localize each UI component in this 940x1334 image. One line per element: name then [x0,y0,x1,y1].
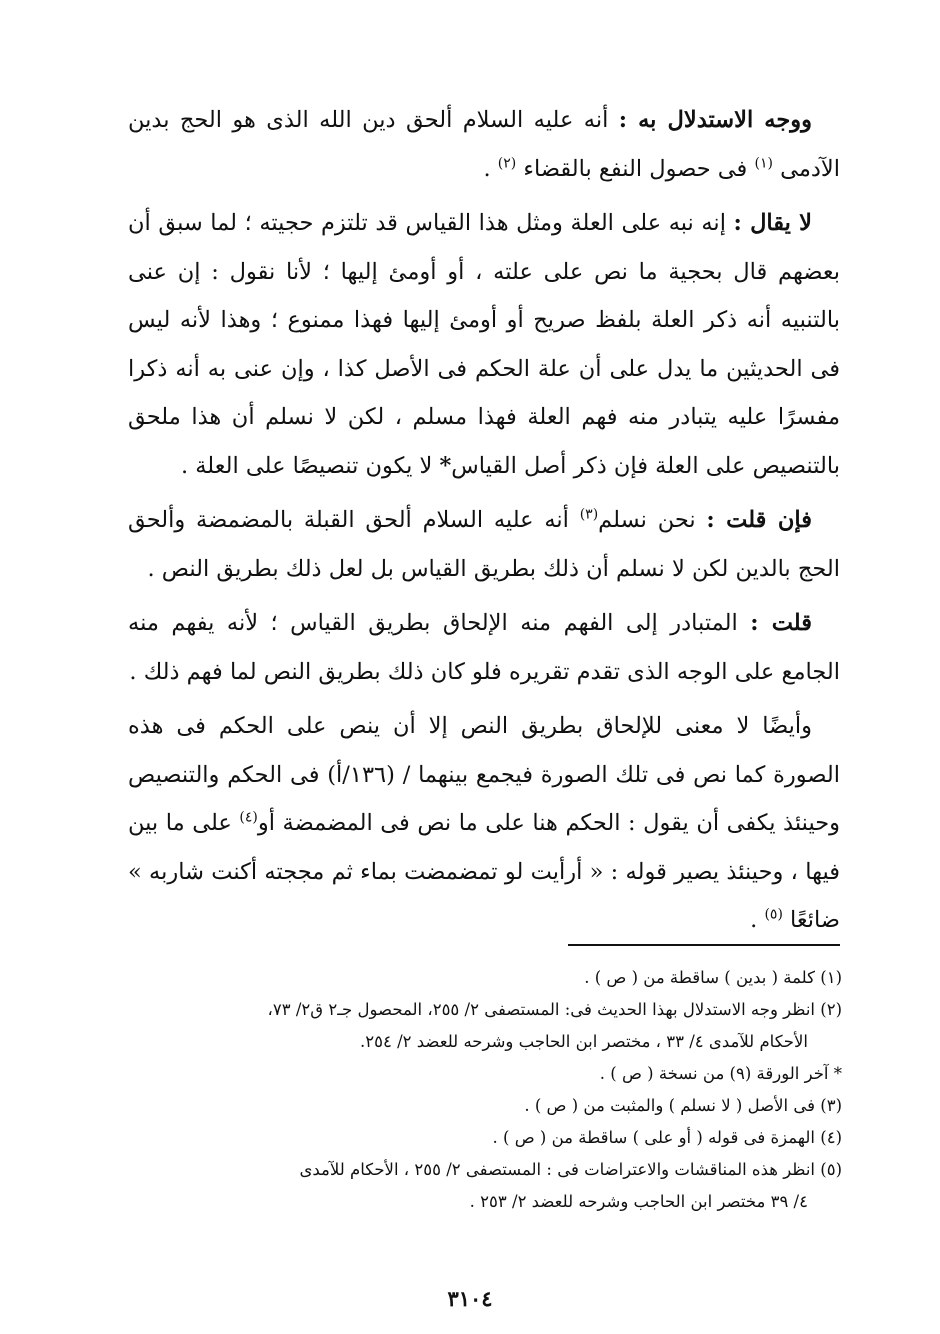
paragraph-body: نحن نسلم [598,507,707,533]
footnote-2 [120,994,842,1058]
paragraph-body: وأيضًا لا معنى للإلحاق بطريق النص إلا أن ينص على الحكم فى هذه الصورة كما نص فى تلك الصورة فيجمع بينهما / (١٣٦/أ) فى الحكم والتنصيص وحينئذ يكفى أن يقول : الحكم هنا على ما نص فى المضمضة أو [128,713,841,836]
footnote-separator [568,944,840,946]
main-text [128,96,840,951]
footnote-asterisk [120,1058,842,1090]
paragraph-lead: ووجه الاستدلال به : [618,107,812,133]
footnote-text: الهمزة فى قوله ( أو على ) ساقطة من ( ص ) . [492,1128,821,1147]
footnote-number: (١) [820,968,842,987]
paragraph-lead: قلت : [750,610,812,636]
paragraph-lead: فإن قلت : [706,507,812,533]
page-number: ٣١٠٤ [447,1286,493,1311]
paragraph-tail: . [750,907,765,933]
paragraph-tail: . [483,155,498,182]
footnote-4 [120,1122,842,1154]
footnote-text: كلمة ( بدين ) ساقطة من ( ص ) . [584,968,821,987]
footnote-text-cont: الأحكام للآمدى ٤/ ٣٣ ، مختصر ابن الحاجب وشرحه للعضد ٢/ ٢٥٤. [360,1032,808,1051]
footnote-ref-1: (١) [754,155,773,171]
paragraph-tail: لا يكون تنصيصًا على العلة . [180,452,440,479]
footnote-5 [120,1154,842,1218]
footnote-text: انظر وجه الاستدلال بهذا الحديث فى: المستصفى ٢/ ٢٥٥، المحصول جـ٢ ق٢/ ٧٣، [267,1000,821,1019]
footnote-number: (٣) [820,1096,842,1115]
footnote-number: (٢) [820,1000,842,1019]
asterisk-marker: * [439,452,452,479]
footnote-ref-3: (٣) [579,506,599,523]
paragraph-body: المتبادر إلى الفهم منه الإلحاق بطريق القياس ؛ لأنه يفهم منه الجامع على الوجه الذى تقدم تقريره فلو كان ذلك بطريق النص لما فهم ذلك . [128,610,840,685]
paragraph-lead: لا يقال : [733,210,813,236]
footnote-text: آخر الورقة (٩) من نسخة ( ص ) . [599,1064,834,1083]
footnotes [120,962,842,1218]
footnote-ref-2: (٢) [497,155,517,171]
paragraph-3 [128,496,840,593]
paragraph-tail: أنه عليه السلام ألحق القبلة بالمضمضة وألحق الحج بالدين لكن لا نسلم أن ذلك بطريق القياس بل لعل ذلك بطريق النص . [128,507,840,582]
paragraph-2 [128,199,840,490]
footnote-3 [120,1090,842,1122]
footnote-ref-5: (٥) [764,906,783,923]
paragraph-5 [128,702,840,945]
footnote-number: (٥) [820,1160,842,1179]
paragraph-4 [128,599,840,696]
footnote-number: (٤) [820,1128,842,1147]
paragraph-body-cont: فى حصول النفع بالقضاء [516,155,755,182]
footnote-1 [120,962,842,994]
footnote-text-cont: ٤/ ٣٩ مختصر ابن الحاجب وشرحه للعضد ٢/ ٢٥٣ . [469,1192,808,1211]
footnote-ref-4: (٤) [239,809,258,826]
paragraph-1 [128,96,840,193]
footnote-number: * [833,1064,842,1083]
paragraph-body-cont: على ما بين فيها ، وحينئذ يصير قوله : « أرأيت لو تمضمضت بماء ثم مججته أكنت شاربه » ضائعًا [128,810,840,933]
footnote-text: فى الأصل ( لا نسلم ) والمثبت من ( ص ) . [524,1096,821,1115]
paragraph-body: أنه عليه السلام ألحق دين الله الذى هو الحج بدين الآدمى [128,107,840,182]
footnote-text: انظر هذه المناقشات والاعتراضات فى : المستصفى ٢/ ٢٥٥ ، الأحكام للآمدى [299,1160,821,1179]
paragraph-body: إنه نبه على العلة ومثل هذا القياس قد تلتزم حجيته ؛ لما سبق أن بعضهم قال بحجية ما نص على علته ، أو أومئ إليها ؛ لأنا نقول : إن عنى بالتنبيه أنه ذكر العلة بلفظ صريح أو أومئ إليها فهذا ممنوع ؛ وهذا لأنه ليس فى الحديثين ما يدل على أن علة الحكم فى الأصل كذا ، وإن عنى به أنه ذكرا مفسرًا عليه يتبادر منه فهم العلة فهذا مسلم ، لكن لا نسلم أن هذا ملحق بالتنصيص على العلة فإن ذكر أصل القياس [128,210,840,479]
